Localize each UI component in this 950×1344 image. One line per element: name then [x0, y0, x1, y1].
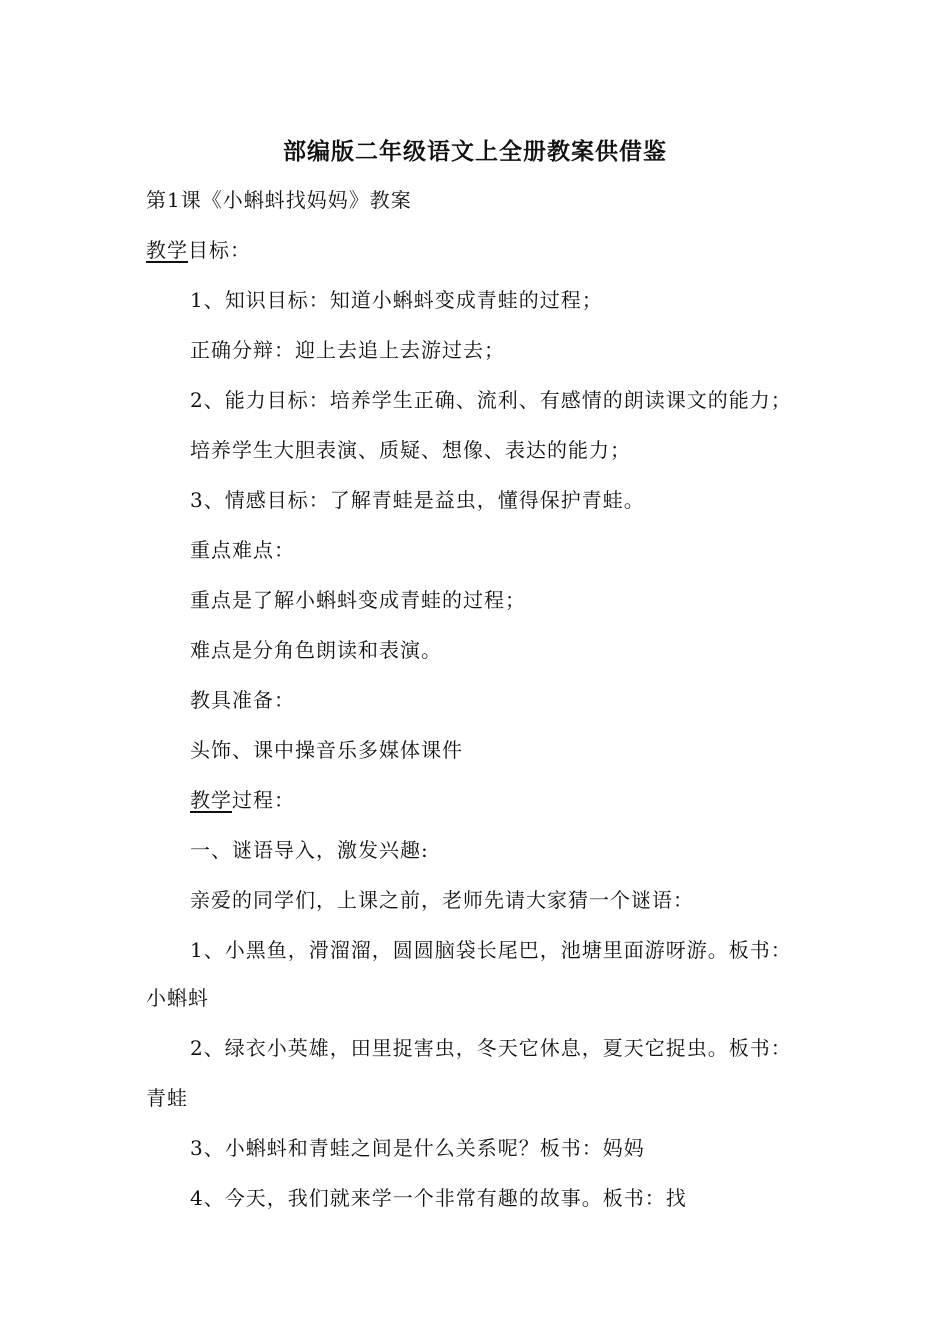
- process-heading-underlined: 教学: [190, 788, 232, 812]
- key-points-heading: 重点难点：: [190, 538, 295, 562]
- riddle-2-line-1: 2、绿衣小英雄，田里捉害虫，冬天它休息，夏天它捉虫。板书：: [190, 1036, 792, 1060]
- materials-heading: 教具准备：: [190, 688, 295, 712]
- goals-heading-rest: 目标：: [188, 238, 251, 262]
- difficult-point: 难点是分角色朗读和表演。: [190, 638, 442, 662]
- process-heading: [190, 786, 295, 814]
- goal-ability: 2、能力目标：培养学生正确、流利、有感情的朗读课文的能力；: [190, 388, 792, 412]
- goal-knowledge: 1、知识目标：知道小蝌蚪变成青蛙的过程；: [190, 288, 603, 312]
- riddle-2-line-2: 青蛙: [146, 1086, 188, 1110]
- goal-distinguish: 正确分辩：迎上去追上去游过去；: [190, 338, 505, 362]
- materials-text: 头饰、课中操音乐多媒体课件: [190, 738, 463, 762]
- document-title: 部编版二年级语文上全册教案供借鉴: [283, 138, 667, 165]
- intro-paragraph: 亲爱的同学们，上课之前，老师先请大家猜一个谜语：: [190, 888, 694, 912]
- lesson-heading: 第1课《小蝌蚪找妈妈》教案: [146, 188, 412, 212]
- goals-heading-underlined: 教学: [146, 238, 188, 262]
- step-one-heading: 一、谜语导入，激发兴趣:: [190, 838, 429, 862]
- goals-heading: [146, 236, 251, 264]
- riddle-1-line-2: 小蝌蚪: [146, 986, 209, 1010]
- goal-ability-continued: 培养学生大胆表演、质疑、想像、表达的能力；: [190, 438, 631, 462]
- today-four: 4、今天，我们就来学一个非常有趣的故事。板书：找: [190, 1186, 687, 1210]
- riddle-1-line-1: 1、小黑鱼，滑溜溜，圆圆脑袋长尾巴，池塘里面游呀游。板书：: [190, 938, 792, 962]
- process-heading-rest: 过程：: [232, 788, 295, 812]
- goal-emotion: 3、情感目标：了解青蛙是益虫，懂得保护青蛙。: [190, 488, 645, 512]
- question-three: 3、小蝌蚪和青蛙之间是什么关系呢？板书：妈妈: [190, 1136, 645, 1160]
- key-point: 重点是了解小蝌蚪变成青蛙的过程；: [190, 588, 526, 612]
